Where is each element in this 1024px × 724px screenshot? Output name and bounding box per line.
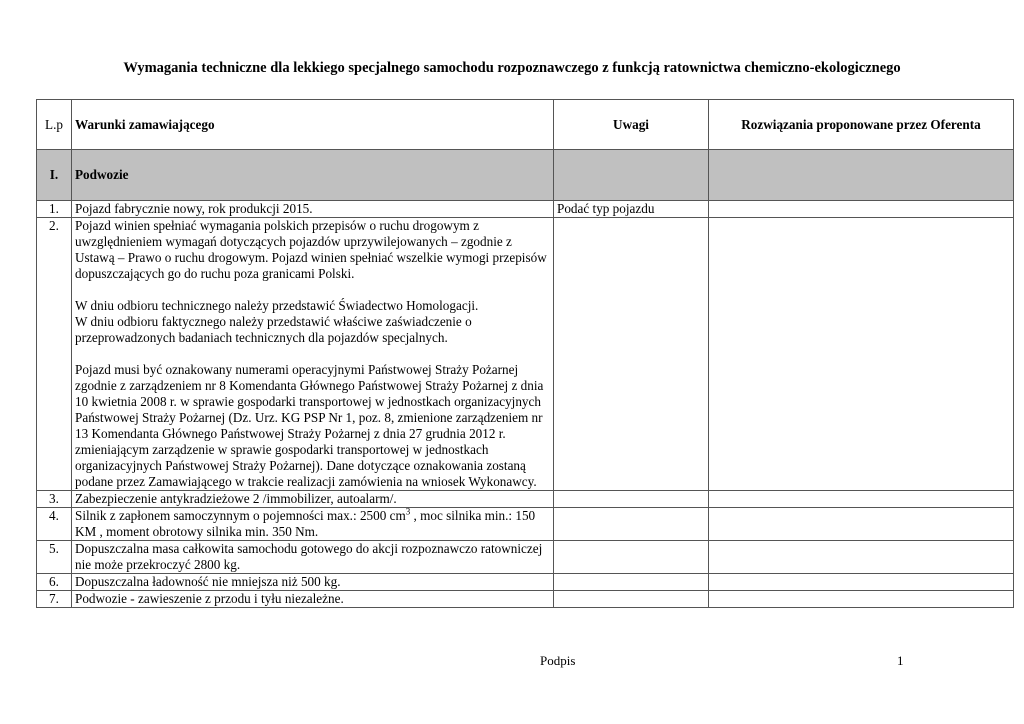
row-condition: [72, 218, 554, 491]
table-row: [37, 591, 1014, 608]
row-condition: Dopuszczalna ładowność nie mniejsza niż 500 kg.: [72, 574, 554, 591]
section-row: [37, 150, 1014, 201]
row-remark: Podać typ pojazdu: [554, 201, 709, 218]
row-condition: Zabezpieczenie antykradzieżowe 2 /immobilizer, autoalarm/.: [72, 491, 554, 508]
table-header-row: [37, 100, 1014, 150]
table-row: [37, 218, 1014, 491]
row-number: 1.: [37, 201, 72, 218]
page-number: 1: [897, 653, 904, 668]
row-solution-cell[interactable]: [709, 218, 1014, 491]
row-solution-cell[interactable]: [709, 491, 1014, 508]
condition-paragraph: W dniu odbioru faktycznego należy przedstawić właściwe zaświadczenie o przeprowadzonych badaniach technicznych dla pojazdów specjalnych.: [75, 314, 472, 345]
row-number: 6.: [37, 574, 72, 591]
row-number: 7.: [37, 591, 72, 608]
section-solutions-cell: [709, 150, 1014, 201]
row-condition: Pojazd fabrycznie nowy, rok produkcji 2015.: [72, 201, 554, 218]
row-remark: [554, 591, 709, 608]
superscript: 3: [405, 506, 411, 517]
row-number: 3.: [37, 491, 72, 508]
table-row: [37, 574, 1014, 591]
condition-paragraph: W dniu odbioru technicznego należy przedstawić Świadectwo Homologacji.: [75, 298, 479, 313]
condition-paragraph: Pojazd winien spełniać wymagania polskich przepisów o ruchu drogowym z uwzględnieniem wymagań dotyczących pojazdów uprzywilejowanych – zgodnie z Ustawą – Prawo o ruchu drogowym. Pojazd winien spełniać wszelkie wymogi przepisów dopuszczających go do ruchu poza granicami Polski.: [75, 218, 547, 281]
header-remarks: Uwagi: [554, 100, 709, 150]
row-remark: [554, 218, 709, 491]
row-condition: Podwozie - zawieszenie z przodu i tyłu niezależne.: [72, 591, 554, 608]
row-condition: [72, 508, 554, 541]
row-remark: [554, 508, 709, 541]
section-remarks-cell: [554, 150, 709, 201]
section-label: Podwozie: [72, 150, 554, 201]
row-condition: Dopuszczalna masa całkowita samochodu gotowego do akcji rozpoznawczo ratowniczej nie może przekroczyć 2800 kg.: [72, 541, 554, 574]
signature-label: Podpis: [540, 653, 576, 668]
condition-text: Silnik z zapłonem samoczynnym o pojemności max.: 2500 cm: [75, 508, 406, 523]
table-row: [37, 508, 1014, 541]
row-remark: [554, 541, 709, 574]
row-number: 4.: [37, 508, 72, 541]
section-number: I.: [37, 150, 72, 201]
row-remark: [554, 491, 709, 508]
header-lp: L.p: [37, 100, 72, 150]
row-solution-cell[interactable]: [709, 591, 1014, 608]
table-row: [37, 541, 1014, 574]
document-title: Wymagania techniczne dla lekkiego specjalnego samochodu rozpoznawczego z funkcją ratownictwa chemiczno-ekologicznego: [123, 60, 901, 76]
row-number: 2.: [37, 218, 72, 491]
row-solution-cell[interactable]: [709, 508, 1014, 541]
row-solution-cell[interactable]: [709, 201, 1014, 218]
requirements-table: [36, 99, 1014, 608]
row-number: 5.: [37, 541, 72, 574]
header-conditions: Warunki zamawiającego: [72, 100, 554, 150]
condition-text: , moc silnika min.: 150 KM , moment obrotowy silnika min. 350 Nm.: [75, 508, 536, 539]
row-solution-cell[interactable]: [709, 541, 1014, 574]
table-row: [37, 201, 1014, 218]
row-remark: [554, 574, 709, 591]
table-row: [37, 491, 1014, 508]
row-solution-cell[interactable]: [709, 574, 1014, 591]
header-solutions: Rozwiązania proponowane przez Oferenta: [709, 100, 1014, 150]
condition-paragraph: Pojazd musi być oznakowany numerami operacyjnymi Państwowej Straży Pożarnej zgodnie z zarządzeniem nr 8 Komendanta Głównego Państwowej Straży Pożarnej z dnia 10 kwietnia 2008 r. w sprawie gospodarki transportowej w jednostkach organizacyjnych Państwowej Straży Pożarnej (Dz. Urz. KG PSP Nr 1, poz. 8, zmienione zarządzeniem nr 13 Komendanta Głównego Państwowej Straży Pożarnej z dnia 27 grudnia 2012 r. zmieniającym zarządzenie w sprawie gospodarki transportowej w jednostkach organizacyjnych Państwowej Straży Pożarnej). Dane dotyczące oznakowania zostaną podane przez Zamawiającego w trakcie realizacji zamówienia na wniosek Wykonawcy.: [75, 362, 544, 489]
